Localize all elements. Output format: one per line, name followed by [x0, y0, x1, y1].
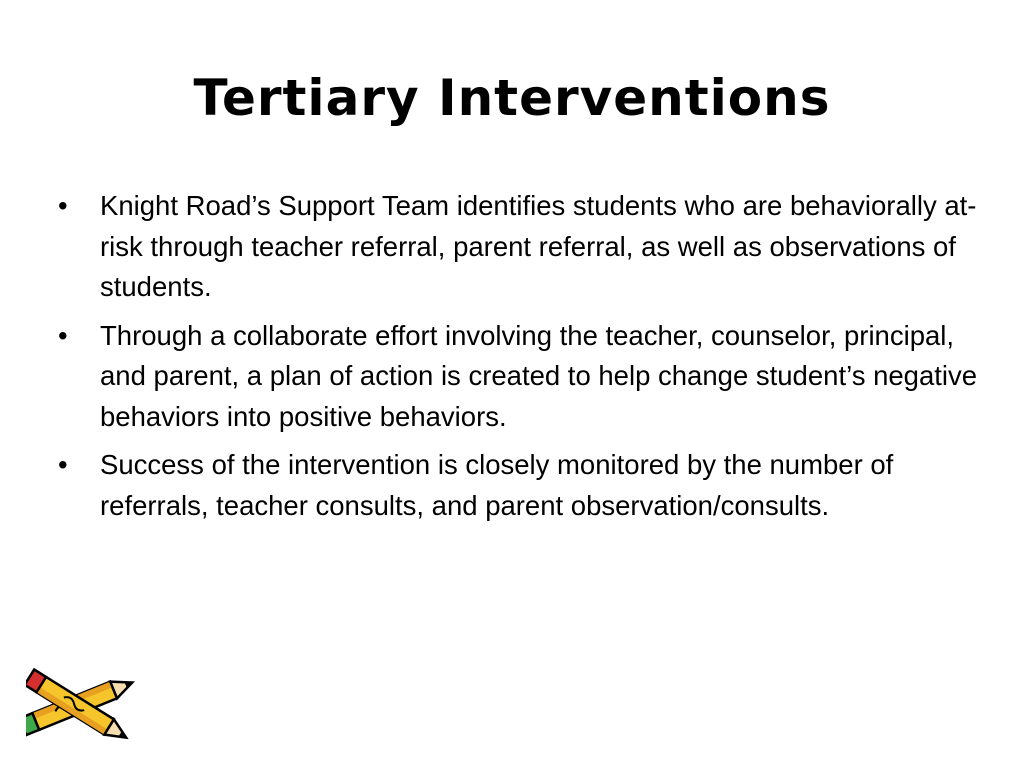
- bullet-text: Through a collaborate effort involving the teacher, counselor, principal, and parent, a plan of action is created to help change student’s negative behaviors into positive behaviors.: [100, 319, 978, 432]
- bullet-item: [58, 186, 978, 308]
- bullet-text: Success of the intervention is closely monitored by the number of referrals, teacher consults, and parent observation/consults.: [100, 449, 894, 521]
- bullet-text: Knight Road’s Support Team identifies students who are behaviorally at-risk through teacher referral, parent referral, as well as observations of students.: [100, 190, 977, 302]
- crossed-pencils-icon: [26, 648, 156, 748]
- bullet-item: [58, 316, 978, 438]
- bullet-item: [58, 445, 978, 526]
- bullet-point-icon: •: [58, 319, 68, 351]
- bullet-list: [58, 186, 978, 534]
- bullet-point-icon: •: [58, 190, 68, 221]
- slide-title: Tertiary Interventions: [193, 69, 831, 127]
- bullet-point-icon: •: [58, 449, 68, 480]
